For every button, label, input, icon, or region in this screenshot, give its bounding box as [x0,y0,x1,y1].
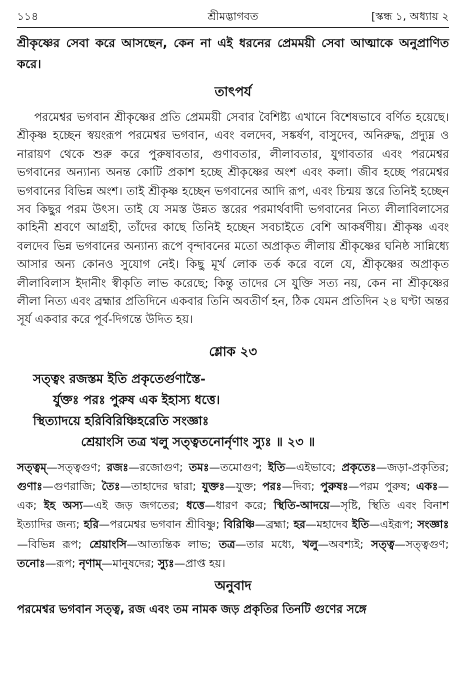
translation-heading: অনুবাদ [214,579,252,595]
synonym-word: হর [293,518,306,532]
synonym-word: শ্রেয়াংসি [89,537,127,551]
purport-heading: তাৎপর্য [214,85,252,100]
synonym-meaning: —আত্যন্তিক লাভ; [126,537,219,551]
page-body [17,33,449,619]
verse-label: শ্লোক ২৩ [208,344,258,360]
verse-line: র্যুক্তঃ পরঃ পুরুষ এক ইহাস্য ধত্তে। [53,391,221,407]
synonym-word: ইতি [267,460,286,474]
synonym-word: পুরুষঃ [320,480,349,494]
synonym-word: রজঃ [106,460,129,474]
synonym-meaning: —যুক্ত; [224,480,263,494]
synonym-meaning: —ধারণ করে; [204,499,274,513]
synonym-meaning: —অবশ্যই; [317,537,372,551]
synonym-word: বিরিঞ্চি [223,518,255,532]
synonym-word: ইহ অস্য [43,499,83,513]
book-title: শ্রীমদ্ভাগবত [207,10,259,23]
synonym-word: ইতি [351,518,370,532]
synonym-word: হরি [83,518,99,532]
synonym-meaning: —প্রাপ্ত হয়। [174,556,226,570]
verse-line: শ্রেয়াংসি তত্র খলু সত্ত্বতনোর্নৃণাং স্যুঃ ॥ ২৩ ॥ [81,433,315,449]
synonym-meaning: —মহাদেব [305,518,352,532]
synonym-word: একঃ [416,480,438,494]
synonym-meaning: —সত্ত্বগুণ; [46,460,107,474]
synonym-meaning: —পরম পুরুষ; [348,480,417,494]
synonym-word: তৈঃ [101,480,121,494]
synonym-word: খলু [302,537,318,551]
synonym-word: তমঃ [188,460,210,474]
header-rule [17,27,449,28]
synonym-meaning: —দিব্য; [281,480,321,494]
synonym-meaning: —রজোগুণ; [128,460,189,474]
synonym-word: স্যুঃ [157,556,175,570]
synonym-meaning: —জড়া-প্রকৃতির; [376,460,449,474]
synonym-meaning: —বিভিন্ন রূপ; [17,537,90,551]
synonym-word: সংজ্ঞাঃ [417,518,449,532]
synonym-word: প্রকৃতেঃ [341,460,377,474]
synonym-word: সত্ত্ব [371,537,395,551]
synonym-meaning: —এক; [17,480,449,513]
intro-paragraph: শ্রীকৃষ্ণের সেবা করে আসছেন, কেন না এই ধরনের প্রেমময়ী সেবা আত্মাকে অনুপ্রাণিত করে। [17,36,449,71]
translation-text: পরমেশ্বর ভগবান সত্ত্ব, রজ এবং তম নামক জড় প্রকৃতির তিনটি গুণের সঙ্গে [17,602,367,617]
synonym-meaning: —সত্ত্বগুণ; [394,537,449,551]
synonym-meaning: —সৃষ্টি, স্থিতি এবং বিনাশ ইত্যাদির জন্য; [17,499,449,532]
synonym-word: সত্ত্বম্ [17,460,47,474]
purport-paragraph: পরমেশ্বর ভগবান শ্রীকৃষ্ণের প্রতি প্রেমময়ী সেবার বৈশিষ্ট্য এখানে বিশেষভাবে বর্ণিত হয়েছে। শ্রীকৃষ্ণ হচ্ছেন স্বয়ংরূপ পরমেশ্বর ভগবান, এবং বলদেব, সঙ্কর্ষণ, বাসুদেব, অনিরুদ্ধ, প্রদ্যুম্ন ও নারায়ণ থেকে শুরু করে পুরুষাবতার, গুণাবতার, লীলাবতার, যুগাবতার এবং পরমেশ্বর ভগবানের অন্যান্য অনন্ত কোটি প্রকাশ হচ্ছে শ্রীকৃষ্ণের অংশ এবং কলা। জীব হচ্ছে পরমেশ্বর ভগবানের বিভিন্ন অংশ। তাই শ্রীকৃষ্ণ হচ্ছেন ভগবানের আদি রূপ, এবং চিন্ময় স্তরে তিনিই হচ্ছেন সব কিছুর পরম উৎস। তাই যে সমস্ত উন্নত স্তরের পরমার্থবাদী ভগবানের নিত্য লীলাবিলাসের কাহিনী শ্রবণে আগ্রহী, তাঁদের কাছে তিনিই হচ্ছেন সবচাইতে বেশি আকর্ষণীয়। শ্রীকৃষ্ণ এবং বলদেব ভিন্ন ভগবানের অন্যান্য রূপে বৃন্দাবনের মতো অপ্রাকৃত লীলায় শ্রীকৃষ্ণের ঘনিষ্ঠ সান্নিধ্যে আসার অন্য কোনও সুযোগ নেই। কিছু মূর্খ লোক তর্ক করে বলে যে, শ্রীকৃষ্ণের অপ্রাকৃত লীলাবিলাস ইদানীং স্বীকৃতি লাভ করেছে; কিন্তু তাদের সে যুক্তি সত্য নয়, কেন না শ্রীকৃষ্ণের লীলা নিত্য এবং ব্রহ্মার প্রতিদিনে একবার তিনি অবতীর্ণ হন, ঠিক যেমন প্রতিদিন ২৪ ঘণ্টা অন্তর সূর্য একবার করে পূর্ব-দিগন্তে উদিত হয়। [17,110,449,327]
synonym-word: তত্র [218,537,236,551]
synonym-meaning: —এইরূপ; [369,518,418,532]
verse-line: স্থিত্যাদয়ে হরিবিরিঞ্চিহরেতি সংজ্ঞাঃ [33,412,209,428]
synonym-word: তনোঃ [17,556,46,570]
verse-line: সত্ত্বং রজস্তম ইতি প্রকৃতের্গুণাস্তৈ- [33,370,206,386]
synonym-meaning: —এইভাবে; [285,460,342,474]
synonym-meaning: —রূপ; [45,556,79,570]
synonym-meaning: —গুণরাজি; [42,480,102,494]
synonym-meaning: —এই জড় জগতের; [82,499,187,513]
chapter-reference: [স্কন্ধ ১, অধ্যায় ২ [371,10,449,23]
synonyms-paragraph [17,458,449,573]
verse-block [17,368,449,452]
synonym-word: পরঃ [262,480,282,494]
synonym-meaning: —পরমেশ্বর ভগবান শ্রীবিষ্ণু; [98,518,224,532]
synonym-meaning: —তার মধ্যে, [235,537,303,551]
synonym-meaning: —ব্রহ্মা; [254,518,294,532]
synonym-word: গুণাঃ [17,480,43,494]
page-number: ১১৪ [17,10,39,23]
synonym-word: নৃণাম্ [78,556,102,570]
synonym-word: ধত্তে [186,499,205,513]
running-header [17,8,449,26]
synonym-meaning: —মানুষদের; [101,556,158,570]
synonym-word: যুক্তঃ [201,480,225,494]
synonym-meaning: —তমোগুণ; [209,460,268,474]
synonym-word: স্থিতি-আদয়ে [273,499,330,513]
synonym-meaning: —তাহাদের দ্বারা; [120,480,202,494]
